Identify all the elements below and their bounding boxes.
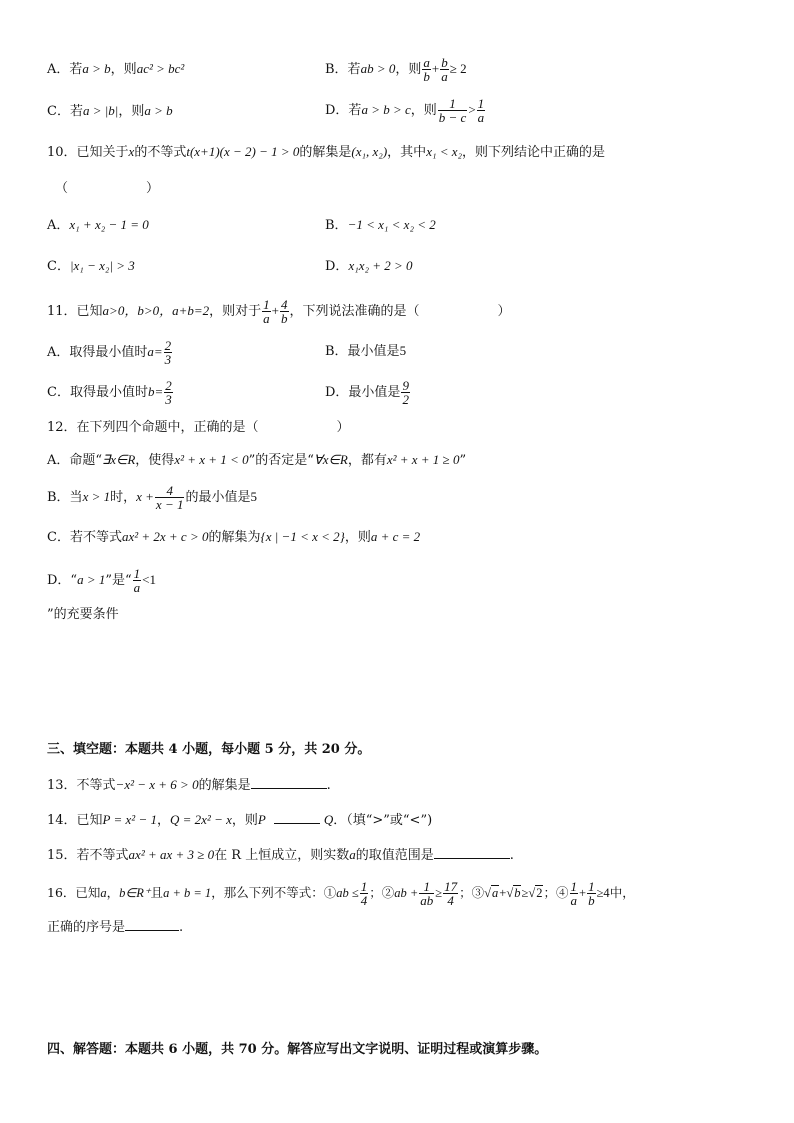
q16-line-1: 16．已知a，b∈R⁺且a + b = 1，那么下列不等式：①ab ≤ $\frac{1}{4}$ ；②ab + $\frac{1}{ab}$ ≥ $\frac{17}{4}$ ；③√a+√b≥√2；④ $\frac{1}{a}$ + $\frac{1}{b}$ ≥4中， xyxy=(47,879,635,908)
q9-option-d: D．若a > b > c，则 $\frac{1}{b - c}$ > $\frac{1}{a}$ xyxy=(325,96,485,125)
q10-option-d: D．x₁x₂ + 2 > 0 xyxy=(325,258,413,274)
q14: 14．已知P = x² − 1，Q = 2x² − x，则P Q．（填“>”或“<”) xyxy=(47,812,433,828)
q10-stem: 10．已知关于x的不等式t(x+1)(x − 2) − 1 > 0的解集是(x₁, x₂)，其中x₁ < x₂，则下列结论中正确的是 xyxy=(47,144,606,160)
fraction: $\frac{1}{b}$ xyxy=(588,879,595,908)
q12-option-a: A．命题“∃x∈R，使得x² + x + 1 < 0”的否定是“∀x∈R，都有x² + x + 1 ≥ 0” xyxy=(47,452,467,468)
answer-blank[interactable] xyxy=(274,811,320,824)
fraction: $\frac{1}{a}$ xyxy=(133,566,141,595)
q10-option-b: B．−1 < x₁ < x₂ < 2 xyxy=(325,217,436,233)
fraction: $\frac{a}{b}$ xyxy=(423,55,430,84)
fraction: $\frac{1}{a}$ xyxy=(477,96,485,125)
q9-option-a: A．若a > b，则ac² > bc² xyxy=(47,61,185,77)
fraction: $\frac{4}{x - 1}$ xyxy=(155,483,184,512)
fraction: $\frac{2}{3}$ xyxy=(165,378,172,407)
answer-blank[interactable] xyxy=(125,918,179,931)
q10-answer-paren: （ ） xyxy=(55,181,160,196)
section-4-heading: 四、解答题：本题共 6 小题，共 70 分。解答应写出文字说明、证明过程或演算步骤。 xyxy=(47,1042,548,1057)
q16-line-2: 正确的序号是 . xyxy=(47,920,184,935)
fraction: $\frac{4}{b}$ xyxy=(281,297,288,326)
fraction: $\frac{2}{3}$ xyxy=(164,338,172,367)
q12-option-b: B．当x > 1时，x + $\frac{4}{x - 1}$ 的最小值是5 xyxy=(47,483,257,512)
fraction: $\frac{b}{a}$ xyxy=(441,55,448,84)
q9-option-c: C．若a > |b|，则a > b xyxy=(47,103,173,119)
answer-blank[interactable] xyxy=(434,846,510,859)
fraction: $\frac{1}{a}$ xyxy=(570,879,577,908)
q9-option-b: B．若ab > 0，则 $\frac{a}{b}$ + $\frac{b}{a}$ ≥ 2 xyxy=(325,55,467,84)
fraction: $\frac{17}{4}$ xyxy=(444,879,458,908)
q12-option-d-continuation: ”的充要条件 xyxy=(47,607,119,622)
fraction: $\frac{1}{b - c}$ xyxy=(438,96,467,125)
answer-blank[interactable] xyxy=(251,776,327,789)
q15: 15．若不等式ax² + ax + 3 ≥ 0在 R 上恒成立，则实数a的取值范围是 . xyxy=(47,847,514,863)
fraction: $\frac{1}{a}$ xyxy=(263,297,270,326)
q10-option-c: C．|x₁ − x₂| > 3 xyxy=(47,258,135,274)
sqrt-a: √a xyxy=(484,886,499,900)
q13: 13．不等式−x² − x + 6 > 0的解集是 . xyxy=(47,777,331,793)
q11-stem: 11．已知a>0，b>0，a+b=2，则对于 $\frac{1}{a}$ + $\frac{4}{b}$ ，下列说法准确的是（ ） xyxy=(47,297,511,326)
sqrt-2: √2 xyxy=(528,886,543,900)
q11-option-a: A．取得最小值时a= $\frac{2}{3}$ xyxy=(47,338,172,367)
fraction: $\frac{1}{4}$ xyxy=(360,879,368,908)
sqrt-b: √b xyxy=(506,886,521,900)
fraction: $\frac{9}{2}$ xyxy=(402,378,409,407)
section-3-heading: 三、填空题：本题共 4 小题，每小题 5 分，共 20 分。 xyxy=(47,742,371,757)
q11-option-c: C．取得最小值时b= $\frac{2}{3}$ xyxy=(47,378,172,407)
q12-option-d: D．“a > 1”是“ $\frac{1}{a}$ <1 xyxy=(47,566,156,595)
q12-stem: 12．在下列四个命题中，正确的是（ ） xyxy=(47,420,350,435)
fraction: $\frac{1}{ab}$ xyxy=(420,879,434,908)
q12-option-c: C．若不等式ax² + 2x + c > 0的解集为{x | −1 < x < 2}，则a + c = 2 xyxy=(47,529,421,545)
q11-option-b: B．最小值是5 xyxy=(325,343,407,359)
q11-option-d: D．最小值是 $\frac{9}{2}$ xyxy=(325,378,409,407)
q10-option-a: A．x₁ + x₂ − 1 = 0 xyxy=(47,217,149,233)
